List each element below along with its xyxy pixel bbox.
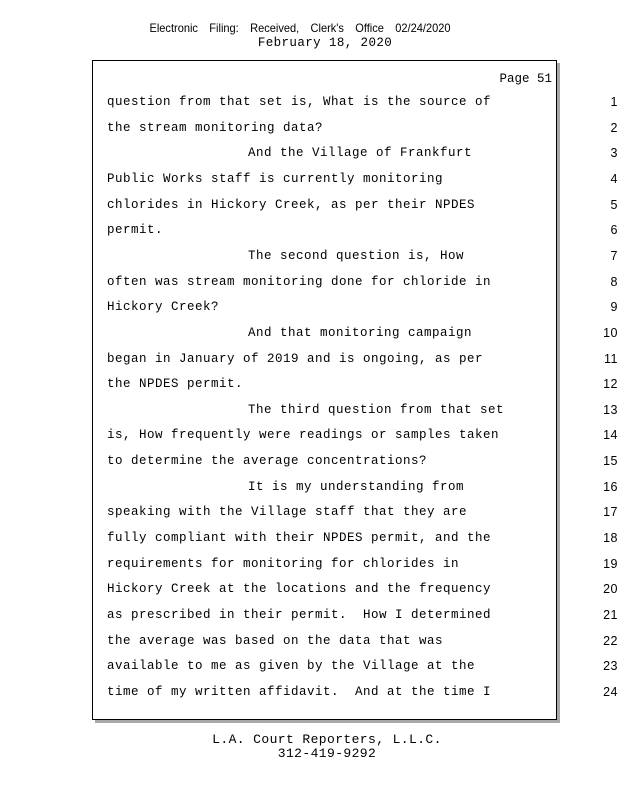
line-number: 21 [603,608,618,622]
transcript-line: speaking with the Village staff that they are [107,505,468,519]
transcript-line: began in January of 2019 and is ongoing, as per [107,352,484,366]
transcript-line: The second question is, How [248,249,465,263]
transcript-line: Public Works staff is currently monitoring [107,172,444,186]
line-number: 1 [610,95,618,109]
line-number: 6 [610,223,618,237]
transcript-date: February 18, 2020 [257,36,393,50]
transcript-line: available to me as given by the Village at the [107,659,476,673]
line-number: 19 [603,557,618,571]
transcript-line: the average was based on the data that was [107,634,444,648]
transcript-line: is, How frequently were readings or samples taken [107,428,500,442]
transcript-line: Hickory Creek? [107,300,220,314]
transcript-line: the stream monitoring data? [107,121,324,135]
line-number: 8 [610,275,618,289]
transcript-line: often was stream monitoring done for chloride in [107,275,492,289]
line-number: 9 [610,300,618,314]
transcript-line: question from that set is, What is the source of [107,95,492,109]
line-number: 22 [603,634,618,648]
court-reporter-name: L.A. Court Reporters, L.L.C. [212,732,442,747]
transcript-line: permit. [107,223,164,237]
transcript-line: fully compliant with their NPDES permit, and the [107,531,492,545]
line-number: 2 [610,121,618,135]
transcript-line: requirements for monitoring for chlorides in [107,557,460,571]
transcript-line: The third question from that set [248,403,505,417]
line-number: 20 [603,582,618,596]
line-number: 4 [610,172,618,186]
transcript-line: as prescribed in their permit. How I determined [107,608,492,622]
line-number: 10 [603,326,618,340]
line-number: 15 [603,454,618,468]
line-number: 5 [610,198,618,212]
line-number: 7 [610,249,618,263]
line-number: 23 [603,659,618,673]
transcript-line: to determine the average concentrations? [107,454,428,468]
line-number: 24 [603,685,618,699]
line-number: 11 [604,352,618,366]
transcript-line: And that monitoring campaign [248,326,473,340]
line-number: 14 [603,428,618,442]
filing-stamp: Electronic Filing: Received, Clerk's Office 02/24/2020 [149,21,451,35]
transcript-line: And the Village of Frankfurt [248,146,473,160]
transcript-line: Hickory Creek at the locations and the frequency [107,582,492,596]
transcript-line: chlorides in Hickory Creek, as per their NPDES [107,198,476,212]
line-number: 16 [603,480,618,494]
line-number: 12 [603,377,618,391]
court-reporter-phone: 312-419-9292 [277,746,377,761]
line-number: 18 [603,531,618,545]
transcript-line: time of my written affidavit. And at the time I [107,685,492,699]
line-number: 17 [603,505,618,519]
line-number: 13 [603,403,618,417]
transcript-line: the NPDES permit. [107,377,244,391]
page-number: Page 51 [499,72,552,86]
line-number: 3 [610,146,618,160]
transcript-line: It is my understanding from [248,480,465,494]
